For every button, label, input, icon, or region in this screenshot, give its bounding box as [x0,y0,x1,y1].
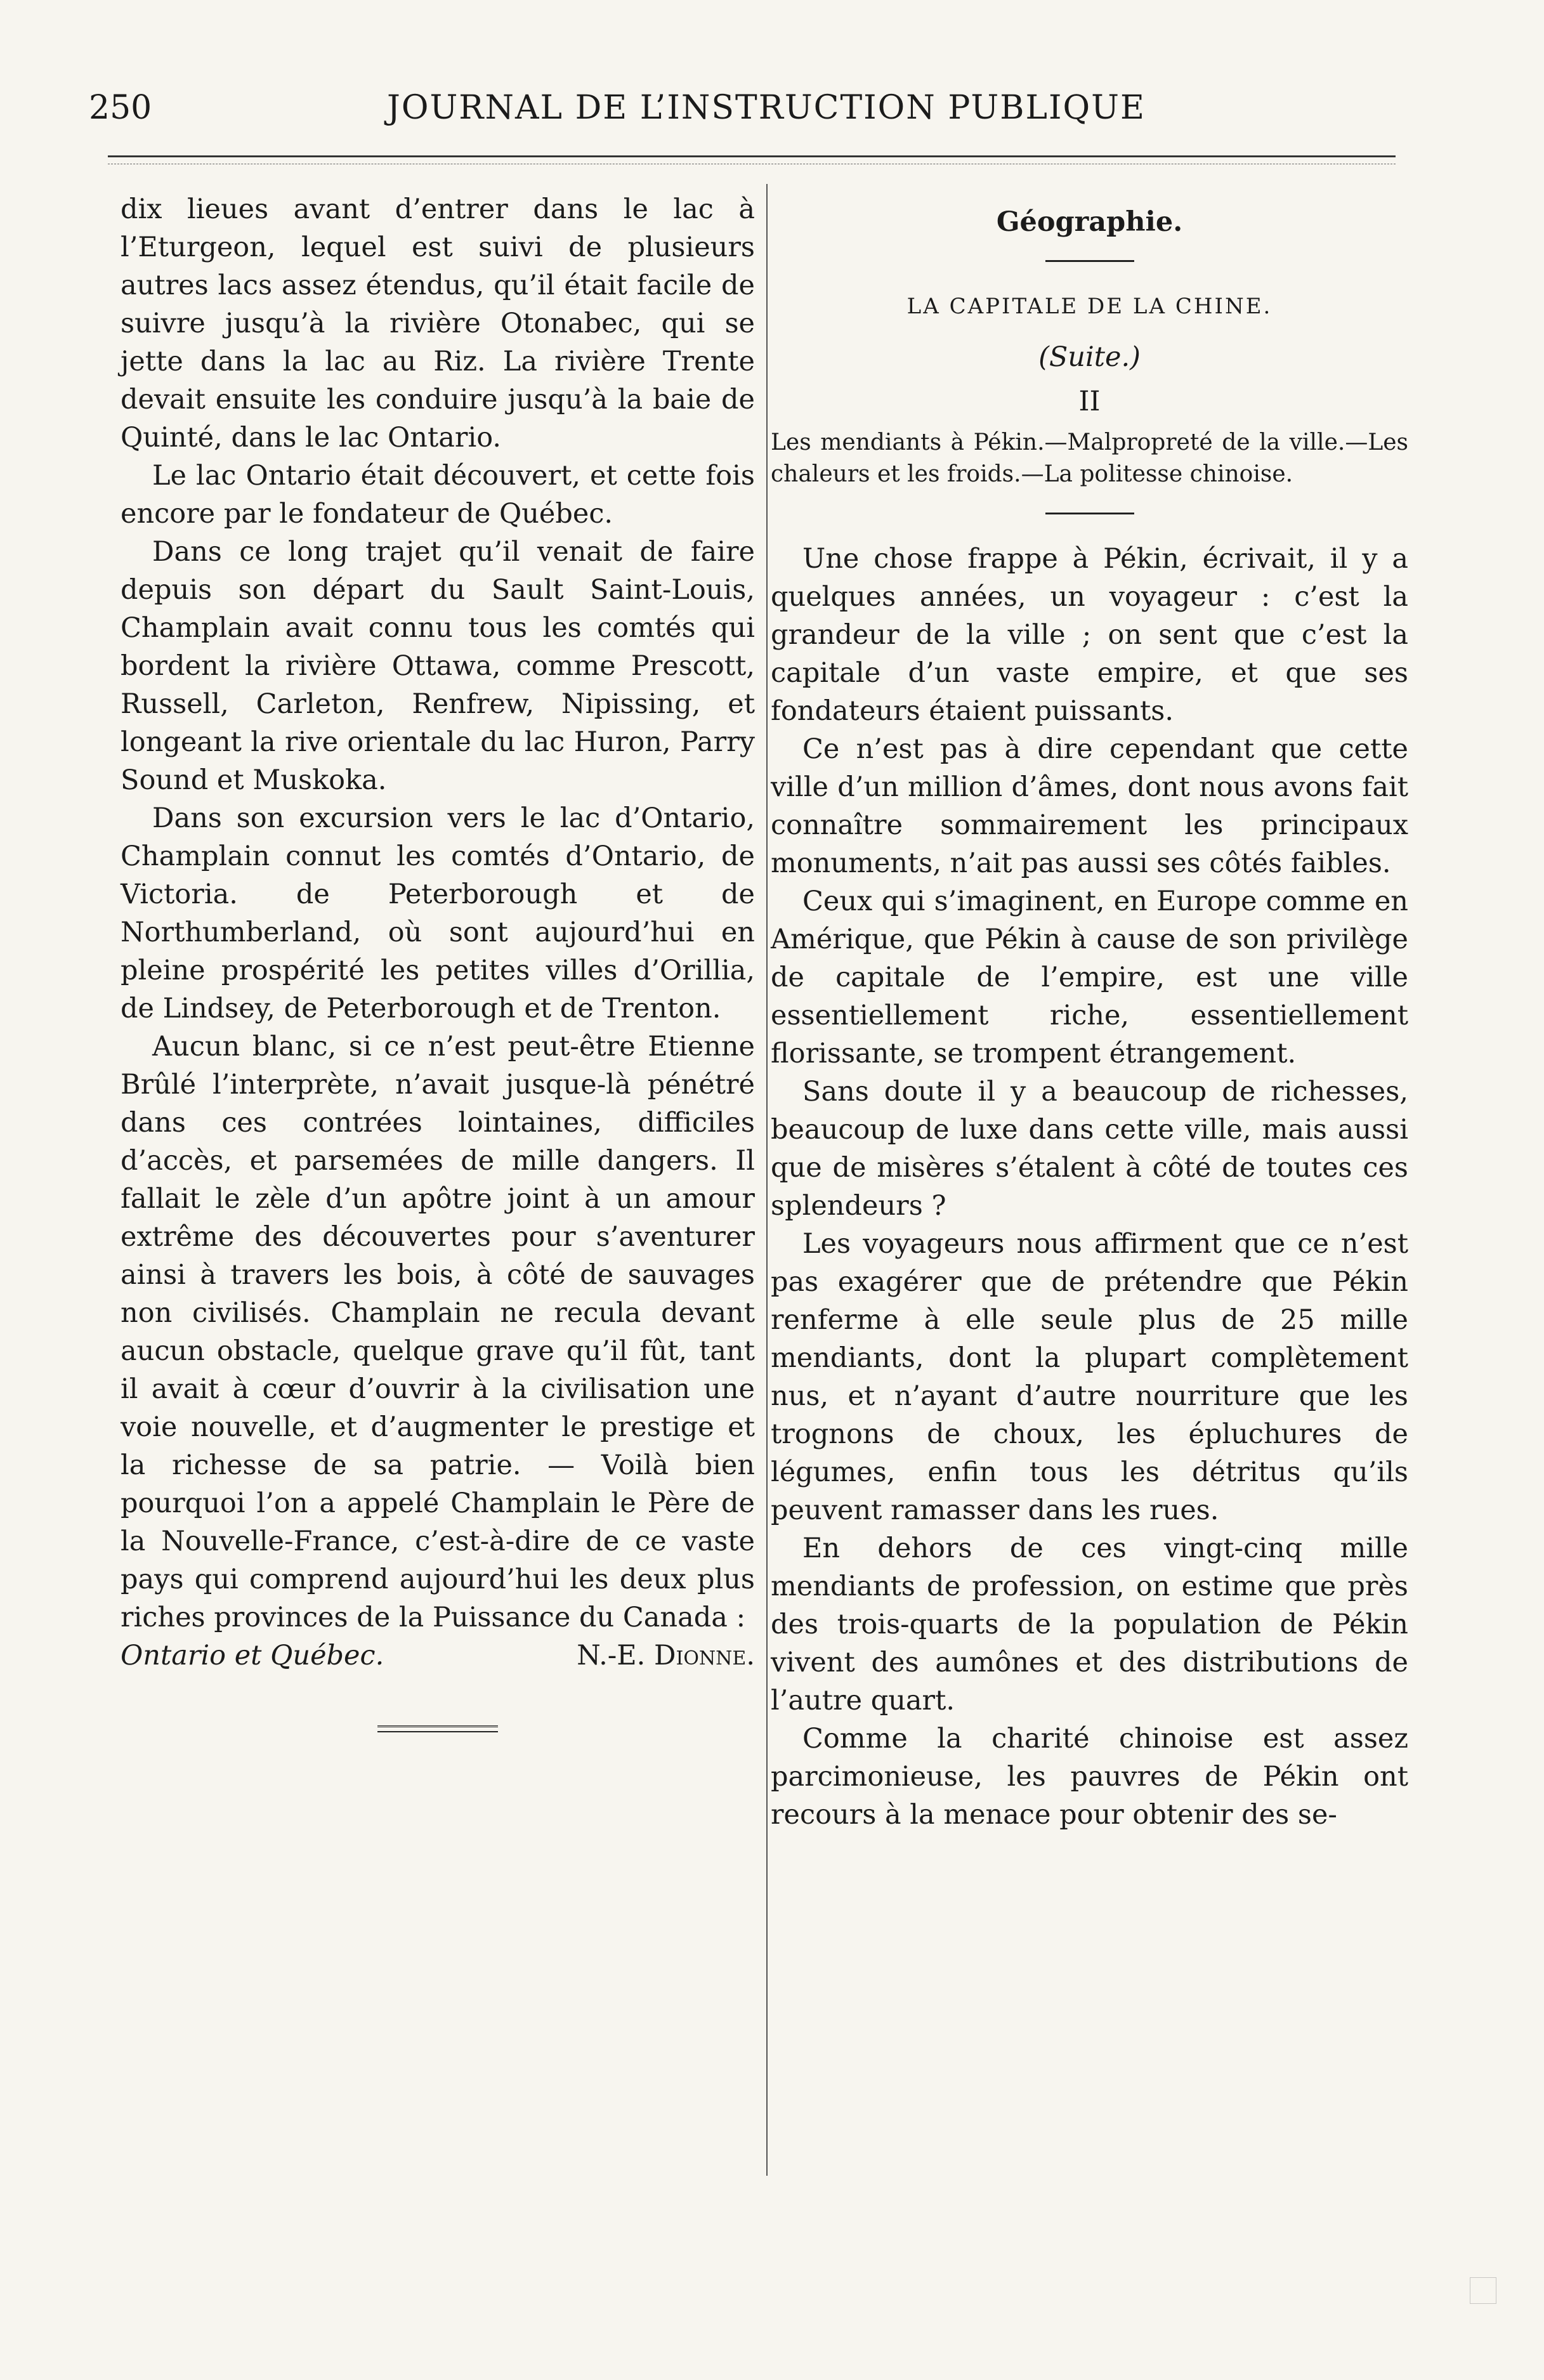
paragraph: Les voyageurs nous affirment que ce n’est pas exagérer que de prétendre que Pékin renferme à elle seule plus de 25 mille mendiants, dont la plupart complètement nus, et n’ayant d’autre nourriture que les trognons de choux, les épluchures de légumes, enfin tous les détritus qu’ils peuvent ramasser dans les rues. [771,1228,1408,1526]
journal-title: JOURNAL DE L’INSTRUCTION PUBLIQUE [387,89,1146,127]
paragraph: Le lac Ontario était découvert, et cette fois encore par le fondateur de Québec. [121,460,755,530]
paragraph: En dehors de ces vingt-cinq mille mendiants de profession, on estime que près des trois-quarts de la population de Pékin vivent des aumônes et des distributions de l’autre quart. [771,1533,1408,1716]
chapter-summary: Les mendiants à Pékin.—Malpropreté de la ville.—Les chaleurs et les froids.—La politesse chinoise. [771,429,1408,487]
article-title: LA CAPITALE DE LA CHINE. [906,294,1272,319]
scan-artifact [1470,2277,1496,2304]
paragraph: Dans son excursion vers le lac d’Ontario, Champlain connut les comtés d’Ontario, de Victoria. de Peterborough et de Northumberland, où sont aujourd’hui en pleine prospérité les petites villes d’Orillia, de Lindsey, de Peterborough et de Trenton. [121,802,755,1024]
chapter-number: II [1078,386,1101,417]
page-number: 250 [89,89,152,127]
header-rule [108,155,1396,157]
column-divider [766,184,768,2176]
paragraph: Aucun blanc, si ce n’est peut-être Etienne Brûlé l’interprète, n’avait jusque-là pénétré dans ces contrées lointaines, difficiles d’accès, et parsemées de mille dangers. Il fallait le zèle d’un apôtre joint à un amour extrême des découvertes pour s’aventurer ainsi à travers les bois, à côté de sauvages non civilisés. Champlain ne recula devant aucun obstacle, quelque grave qu’il fût, tant il avait à cœur d’ouvrir à la civilisation une voie nouvelle, et d’augmenter le prestige et la richesse de sa patrie. — Voilà bien pourquoi l’on a appelé Champlain le Père de la Nouvelle-France, c’est-à-dire de ce vaste pays qui comprend aujourd’hui les deux plus riches provinces de la Puissance du Canada : [121,1031,755,1633]
section-rule [1045,260,1134,262]
paragraph: Une chose frappe à Pékin, écrivait, il y a quelques années, un voyageur : c’est la grandeur de la ville ; on sent que c’est la capitale d’un vaste empire, et que ses fondateurs étaient puissants. [771,543,1408,727]
paragraph: Ceux qui s’imaginent, en Europe comme en Amérique, que Pékin à cause de son privilège de capitale de l’empire, est une ville essentiellement riche, essentiellement florissante, se trompent étrangement. [771,886,1408,1069]
continuation-note: (Suite.) [1038,341,1141,373]
signature-line [121,1637,755,1675]
chapter-summary-block [771,427,1408,490]
page-header [89,89,1408,146]
paragraph: Dans ce long trajet qu’il venait de faire depuis son départ du Sault Saint-Louis, Champlain avait connu tous les comtés qui bordent la rivière Ottawa, comme Prescott, Russell, Carleton, Renfrew, Nipissing, et longeant la rive orientale du lac Huron, Parry Sound et Muskoka. [121,536,755,796]
right-column [771,190,1408,1834]
provinces-names: Ontario et Québec. [121,1640,384,1671]
paragraph: Comme la charité chinoise est assez parcimonieuse, les pauvres de Pékin ont recours à la menace pour obtenir des se- [771,1723,1408,1831]
paragraph: Sans doute il y a beaucoup de richesses, beaucoup de luxe dans cette ville, mais aussi que de misères s’étalent à côté de toutes ces splendeurs ? [771,1076,1408,1222]
author-signature: N.-E. Dionne. [577,1640,755,1671]
summary-rule [1045,513,1134,514]
paragraph: Ce n’est pas à dire cependant que cette ville d’un million d’âmes, dont nous avons fait connaître sommairement les principaux monuments, n’ait pas aussi ses côtés faibles. [771,733,1408,879]
section-title: Géographie. [996,206,1183,238]
end-of-article-rule [377,1725,498,1732]
left-column [121,190,755,1732]
paragraph: dix lieues avant d’entrer dans le lac à l’Eturgeon, lequel est suivi de plusieurs autres lacs assez étendus, qu’il était facile de suivre jusqu’à la rivière Otonabec, qui se jette dans la lac au Riz. La rivière Trente devait ensuite les conduire jusqu’à la baie de Quinté, dans le lac Ontario. [121,193,755,454]
